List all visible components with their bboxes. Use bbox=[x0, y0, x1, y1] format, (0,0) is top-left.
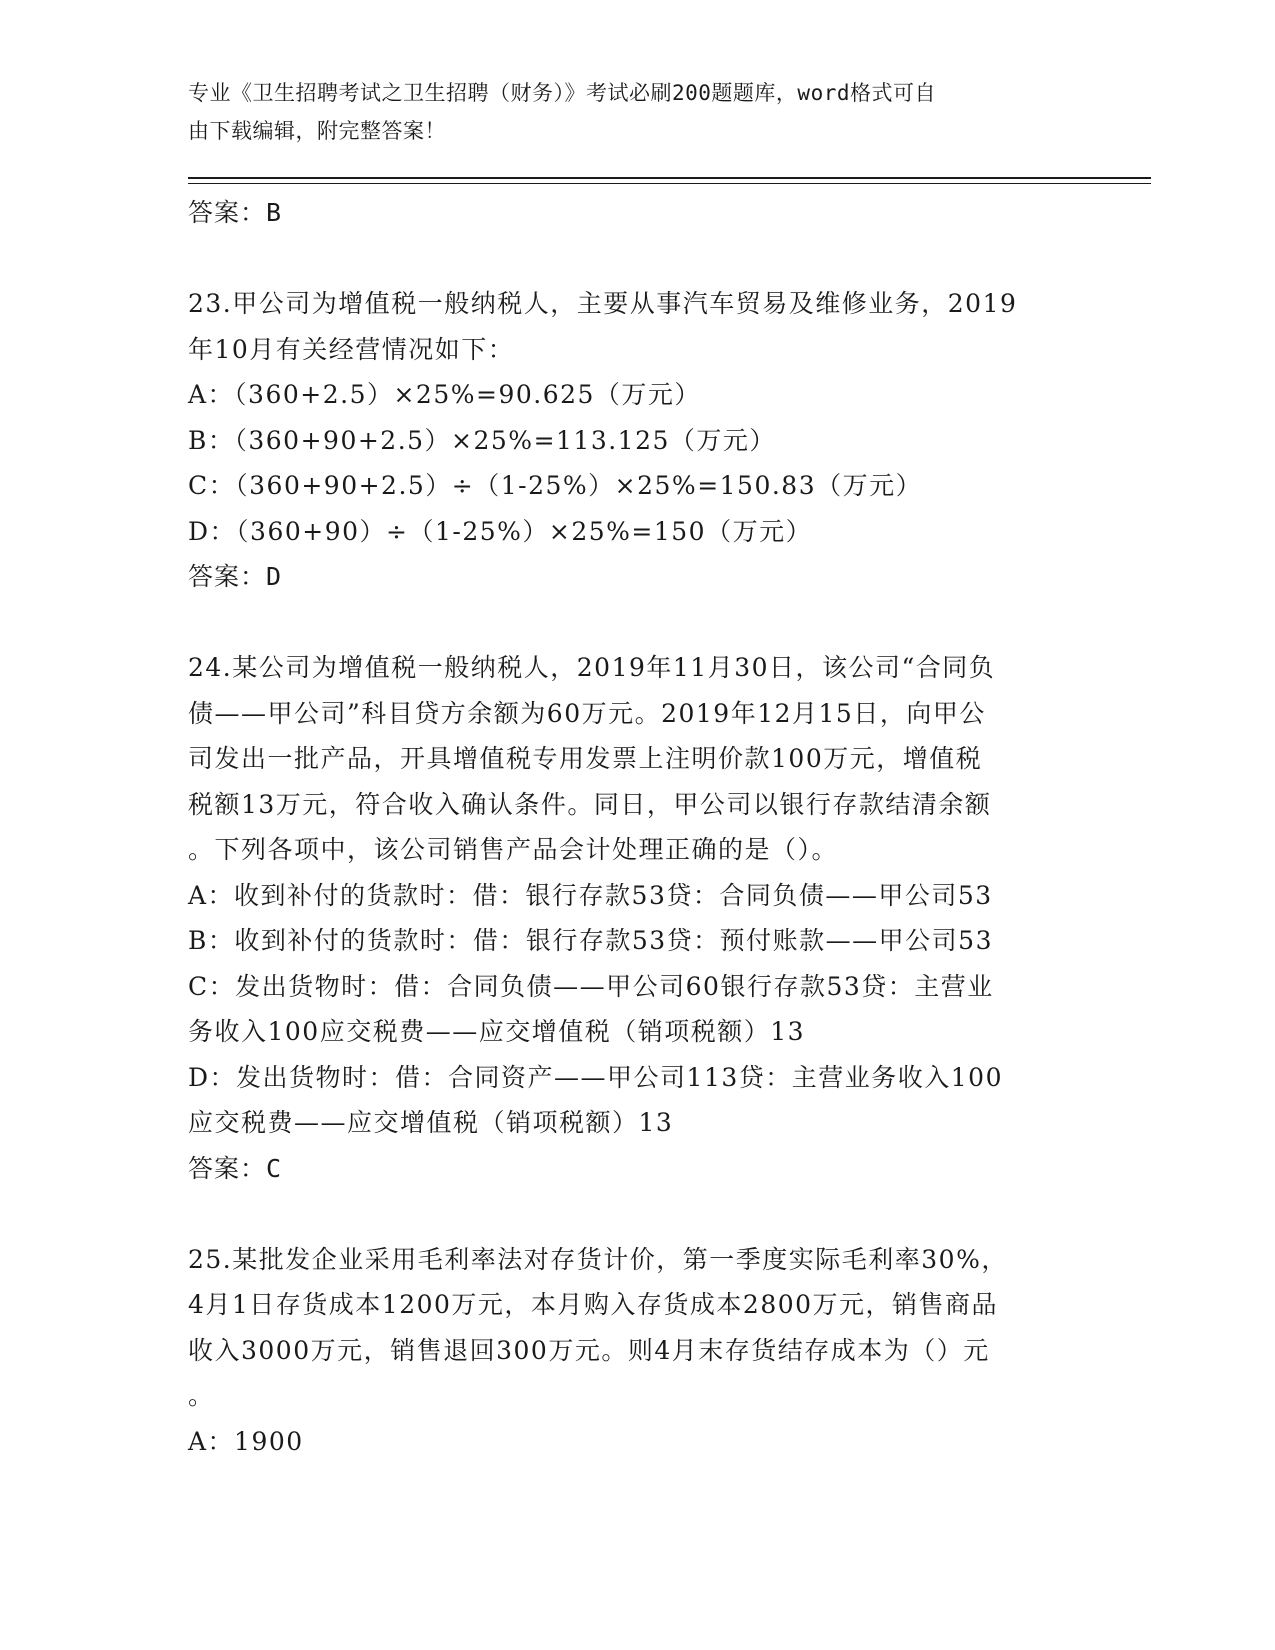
question-text: 23.甲公司为增值税一般纳税人，主要从事汽车贸易及维修业务，2019 bbox=[188, 289, 1018, 318]
option-c-continued: 务收入100应交税费——应交增值税（销项税额）13 bbox=[188, 1017, 806, 1046]
spacer bbox=[188, 600, 1088, 646]
answer-line: 答案：D bbox=[188, 562, 283, 591]
option-b: B：（360+90+2.5）×25%=113.125（万元） bbox=[188, 425, 776, 455]
option-a: A：1900 bbox=[188, 1426, 304, 1456]
answer-line: 答案：C bbox=[188, 1153, 283, 1183]
question-text: 年10月有关经营情况如下： bbox=[188, 334, 515, 364]
option-d: D：发出货物时：借：合同资产——甲公司113贷：主营业务收入100 bbox=[188, 1062, 1003, 1092]
question-text: 司发出一批产品，开具增值税专用发票上注明价款100万元，增值税 bbox=[188, 744, 983, 773]
question-text: 24.某公司为增值税一般纳税人，2019年11月30日，该公司“合同负 bbox=[188, 653, 996, 682]
question-text: 4月1日存货成本1200万元，本月购入存货成本2800万元，销售商品 bbox=[188, 1290, 999, 1319]
header-line-2: 由下载编辑，附完整答案！ bbox=[188, 119, 446, 143]
question-text: 债——甲公司”科目贷方余额为60万元。2019年12月15日，向甲公 bbox=[188, 698, 986, 728]
option-a: A：（360+2.5）×25%=90.625（万元） bbox=[188, 380, 701, 409]
option-c: C：发出货物时：借：合同负债——甲公司60银行存款53贷：主营业 bbox=[188, 971, 994, 1001]
page-header bbox=[188, 74, 1068, 150]
question-text: 收入3000万元，销售退回300万元。则4月末存货结存成本为（）元 bbox=[188, 1335, 990, 1365]
question-text: 。下列各项中，该公司销售产品会计处理正确的是（）。 bbox=[188, 835, 839, 864]
question-block-24 bbox=[188, 645, 1088, 1191]
question-block-25 bbox=[188, 1237, 1088, 1465]
option-d: D：（360+90）÷（1-25%）×25%=150（万元） bbox=[188, 516, 813, 546]
header-divider-thick bbox=[188, 177, 1151, 179]
header-divider-thin bbox=[188, 183, 1151, 184]
spacer bbox=[188, 236, 1088, 282]
question-text: 25.某批发企业采用毛利率法对存货计价，第一季度实际毛利率30%， bbox=[188, 1244, 1008, 1274]
option-c: C：（360+90+2.5）÷（1-25%）×25%=150.83（万元） bbox=[188, 471, 923, 500]
option-d-continued: 应交税费——应交增值税（销项税额）13 bbox=[188, 1108, 674, 1137]
option-b: B：收到补付的货款时：借：银行存款53贷：预付账款——甲公司53 bbox=[188, 926, 993, 955]
header-line-1: 专业《卫生招聘考试之卫生招聘（财务）》考试必刷200题题库，word格式可自 bbox=[188, 81, 936, 105]
question-block-23 bbox=[188, 281, 1088, 600]
document-body bbox=[188, 190, 1088, 1464]
spacer bbox=[188, 1191, 1088, 1237]
option-a: A：收到补付的货款时：借：银行存款53贷：合同负债——甲公司53 bbox=[188, 880, 993, 910]
question-text: 税额13万元，符合收入确认条件。同日，甲公司以银行存款结清余额 bbox=[188, 789, 992, 819]
question-text: 。 bbox=[188, 1381, 215, 1410]
answer-line: 答案：B bbox=[188, 198, 283, 227]
